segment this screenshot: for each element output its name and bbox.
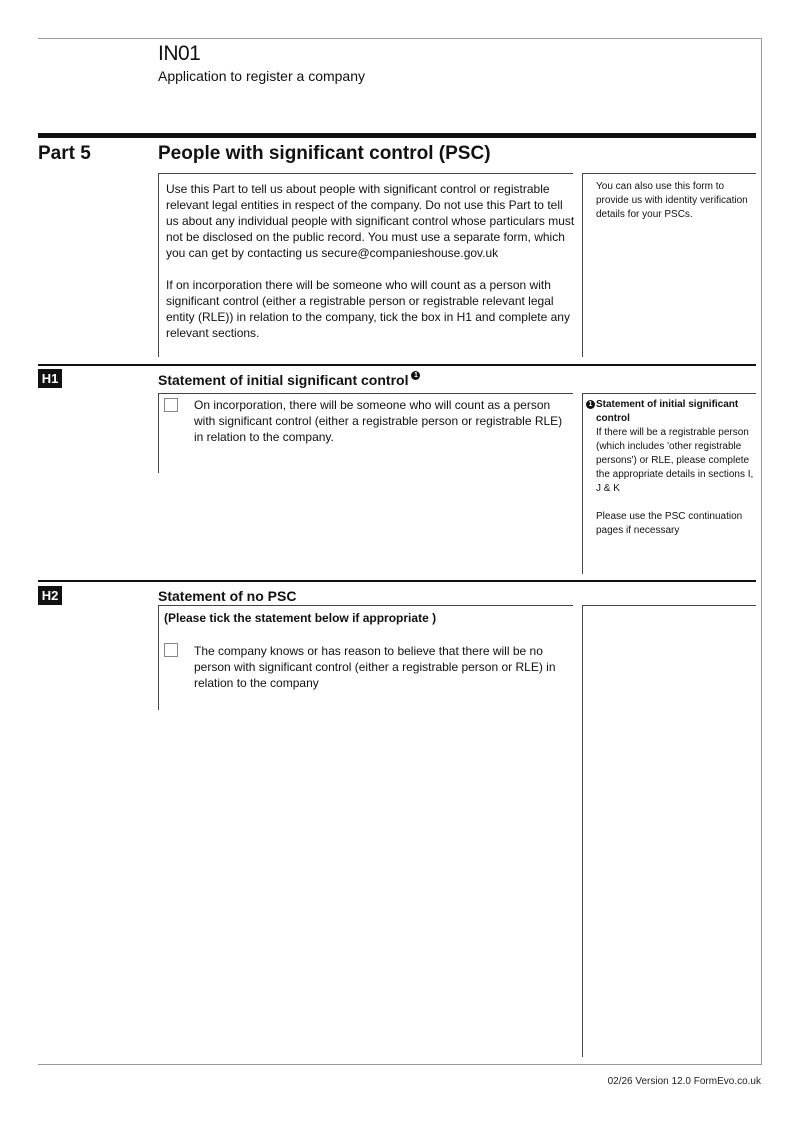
intro-box-top [158, 173, 573, 174]
h2-no-psc-checkbox[interactable] [164, 643, 178, 657]
h1-badge: H1 [38, 369, 62, 388]
h2-box-top [158, 605, 573, 606]
intro-note-top [582, 173, 756, 174]
h1-significant-control-checkbox[interactable] [164, 398, 178, 412]
h2-title: Statement of no PSC [158, 588, 297, 604]
h1-side-heading: Statement of initial significant control [596, 399, 739, 424]
h1-note-marker: 1 [411, 371, 420, 380]
h2-section-rule [38, 580, 756, 582]
right-rule [761, 38, 762, 1065]
part-label: Part 5 [38, 143, 91, 164]
h1-note-top [582, 393, 756, 394]
form-code: IN01 [158, 42, 201, 65]
h2-box-left [158, 605, 159, 710]
h1-side-continuation: Please use the PSC continuation pages if necessary [596, 511, 743, 536]
intro-box-left [158, 173, 159, 357]
bottom-rule [38, 1064, 762, 1065]
h1-title [158, 372, 420, 388]
h1-title-text: Statement of initial significant control [158, 372, 409, 388]
h1-section-rule [38, 364, 756, 366]
h1-side-heading-row [586, 398, 754, 426]
h1-note-divider [582, 393, 583, 574]
h1-box-left [158, 393, 159, 473]
part-heading: People with significant control (PSC) [158, 143, 491, 164]
h2-note-top [582, 605, 756, 606]
h1-side-body: If there will be a registrable person (which includes 'other registrable persons') or RLE, please complete the appropriate details in sections I, J & K [596, 427, 754, 494]
intro-side-note: You can also use this form to provide us with identity verification details for your PSCs. [596, 181, 748, 220]
intro-paragraph-2: If on incorporation there will be someone who will count as a person with significant control (either a registrable person or registrable relevant legal entity (RLE)) in relation to the company, tick the box in H1 and complete any relevant sections. [166, 278, 570, 340]
h2-note-divider [582, 605, 583, 1057]
h1-statement: On incorporation, there will be someone who will count as a person with significant control (either a registrable person or registrable RLE) in relation to the company. [194, 398, 563, 444]
form-title: Application to register a company [158, 68, 365, 84]
h2-statement: The company knows or has reason to believe that there will be no person with significant control (either a registrable person or RLE) in relation to the company [194, 644, 556, 690]
intro-paragraph-1: Use this Part to tell us about people with significant control or registrable relevant legal entities in respect of the company. Do not use this Part to tell us about any individual people with significant control whose particulars must not be disclosed on the public record. You must use a separate form, which you can get by contacting us secure@companieshouse.gov.uk [166, 182, 575, 260]
footer-version: 02/26 Version 12.0 FormEvo.co.uk [607, 1076, 761, 1087]
h2-instruction: (Please tick the statement below if appropriate ) [164, 611, 437, 625]
top-rule [38, 38, 762, 39]
part-divider-bar [38, 133, 756, 138]
h2-badge: H2 [38, 586, 62, 605]
h1-side-note [586, 398, 754, 538]
h1-box-top [158, 393, 573, 394]
intro-note-divider [582, 173, 583, 357]
h1-side-note-marker: 1 [586, 400, 595, 409]
